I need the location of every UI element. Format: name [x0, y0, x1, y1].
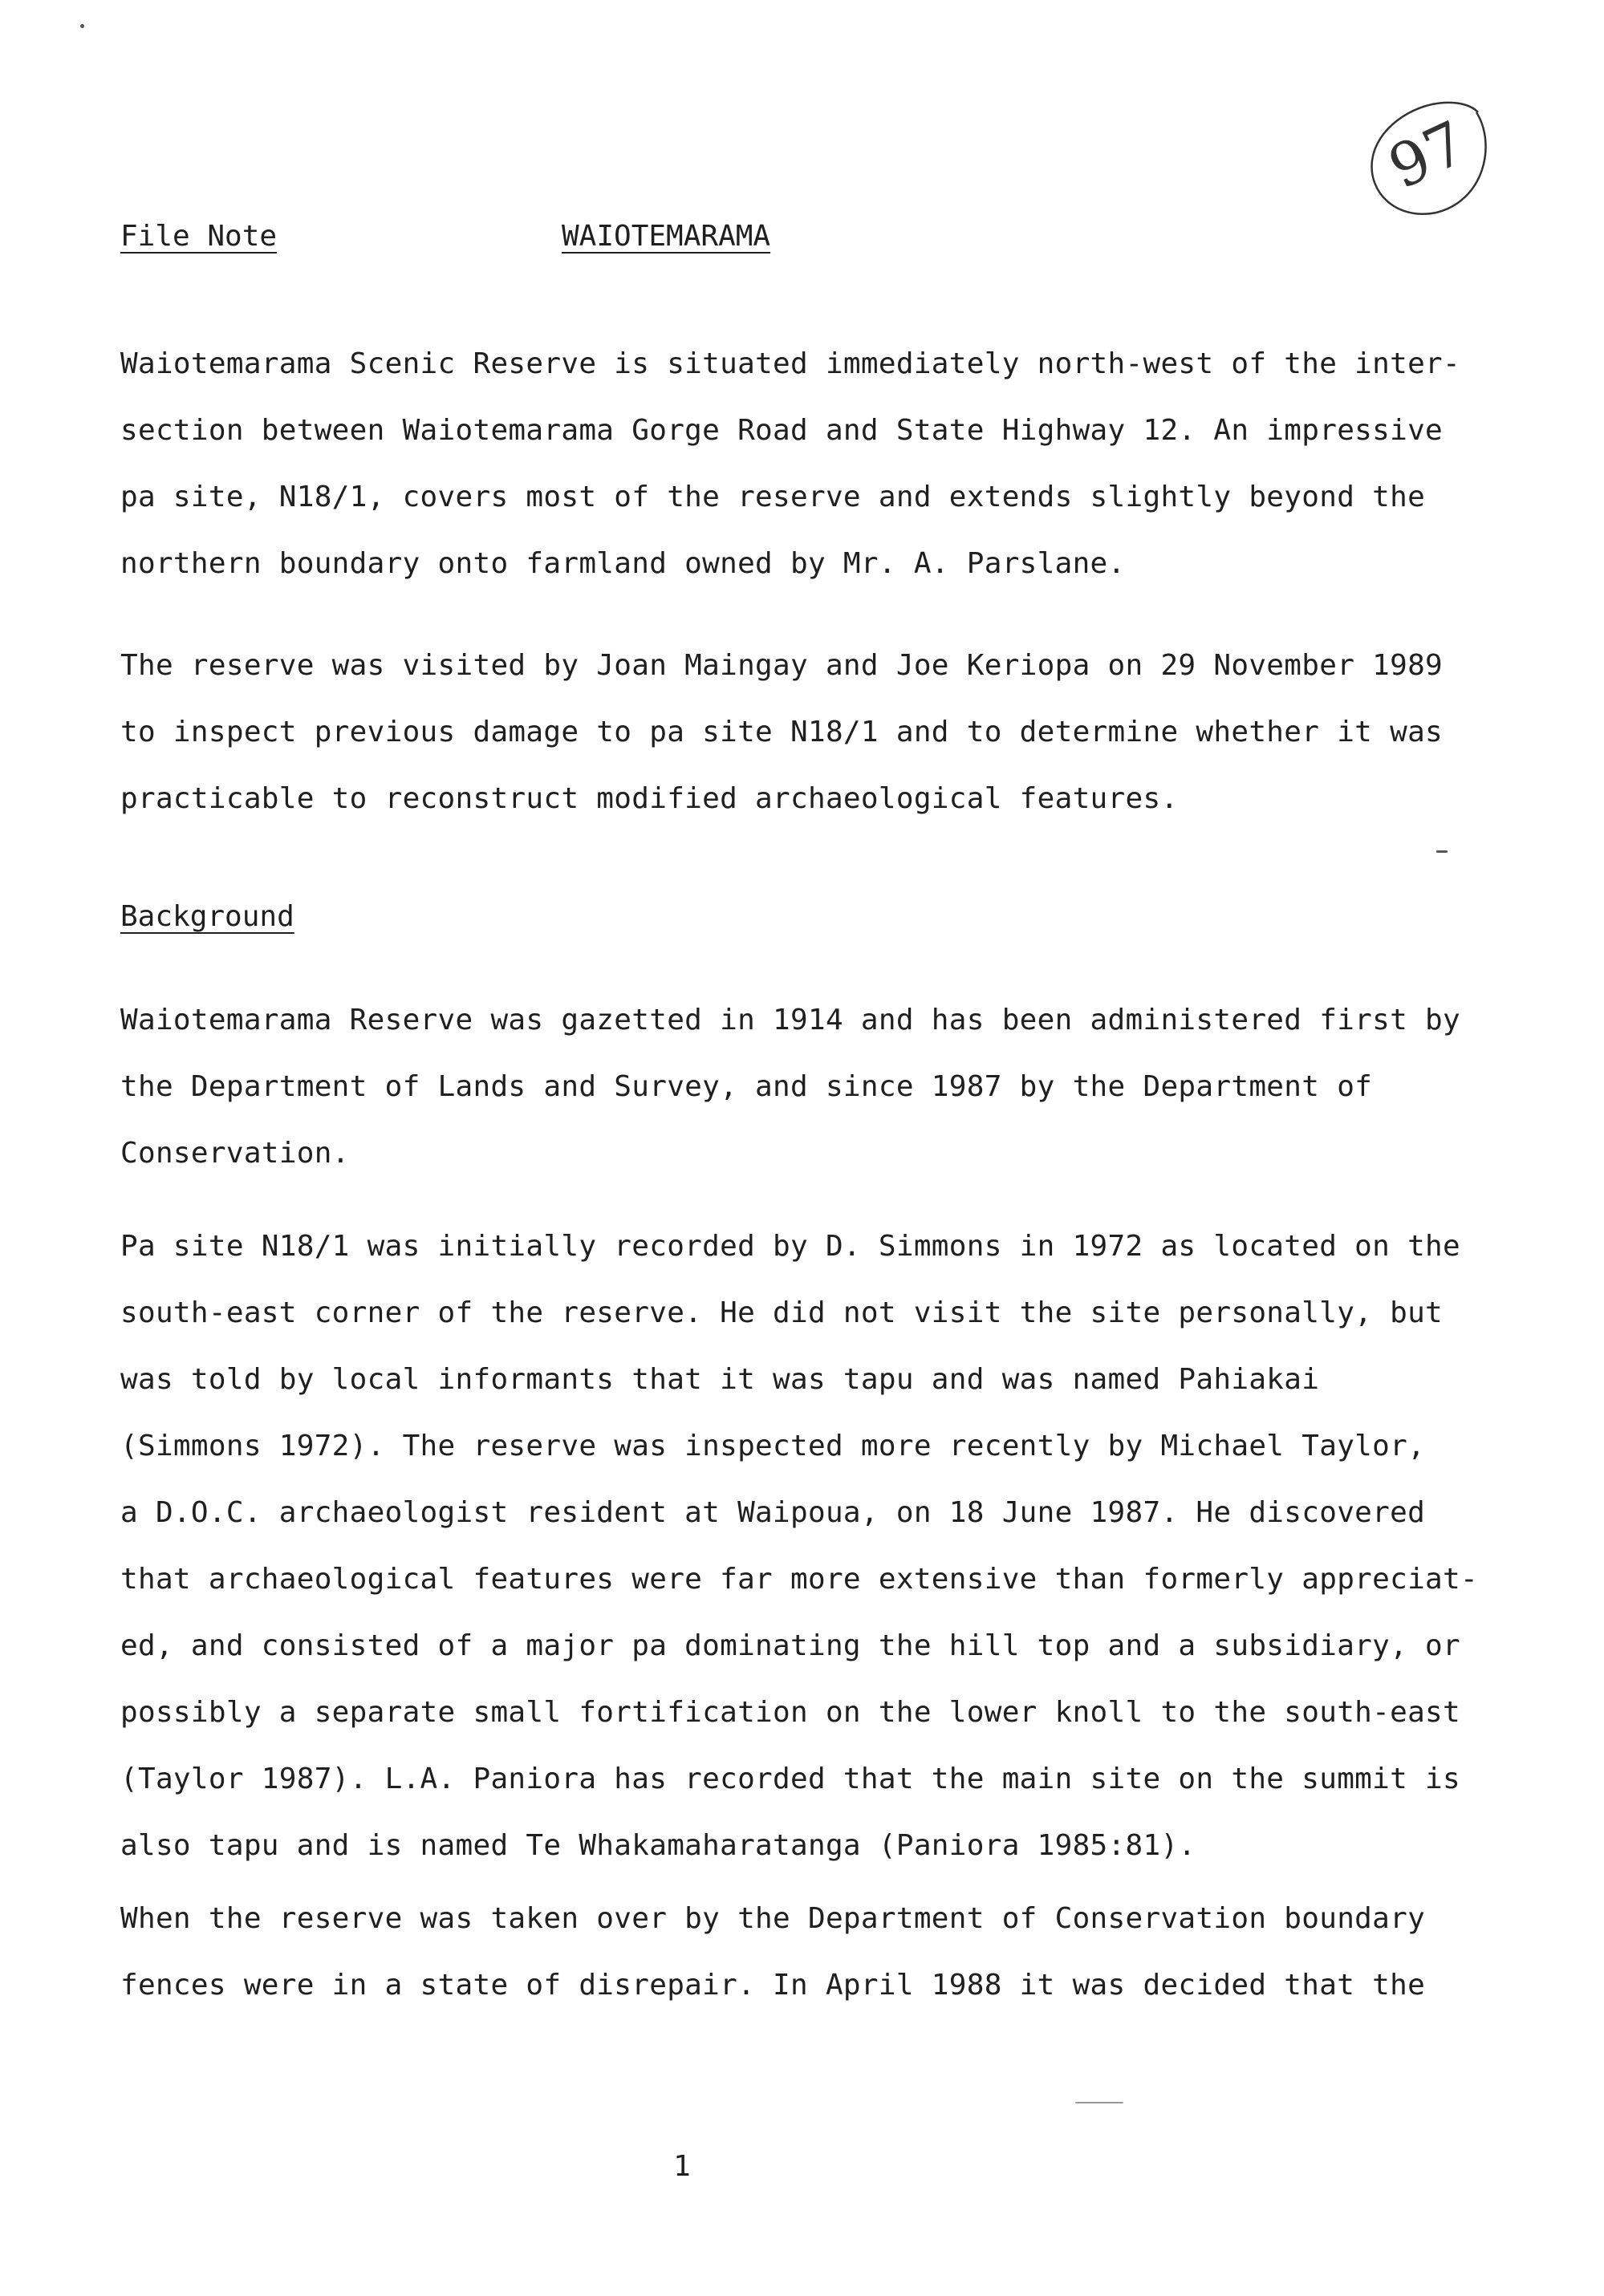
text-line: section between Waiotemarama Gorge Road and State Highway 12. An impressive	[120, 414, 1444, 447]
text-line: When the reserve was taken over by the Department of Conservation boundary	[120, 1902, 1426, 1935]
text-line: northern boundary onto farmland owned by Mr. A. Parslane.	[120, 547, 1126, 580]
text-line: the Department of Lands and Survey, and since 1987 by the Department of	[120, 1070, 1373, 1103]
text-line: also tapu and is named Te Whakamaharatanga (Paniora 1985:81).	[120, 1829, 1196, 1862]
text-line: Waiotemarama Scenic Reserve is situated immediately north-west of the inter-	[120, 347, 1461, 380]
file-note-label: File Note	[120, 220, 278, 253]
text-line: a D.O.C. archaeologist resident at Waipoua, on 18 June 1987. He discovered	[120, 1496, 1426, 1529]
text-line: The reserve was visited by Joan Maingay and Joe Keriopa on 29 November 1989	[120, 649, 1444, 682]
text-line: (Simmons 1972). The reserve was inspected more recently by Michael Taylor,	[120, 1430, 1426, 1462]
paragraph-gazetted	[120, 987, 1461, 1187]
scan-speck	[1436, 850, 1448, 853]
scan-speck	[1075, 2102, 1123, 2103]
text-line: south-east corner of the reserve. He did not visit the site personally, but	[120, 1296, 1444, 1329]
text-line: pa site, N18/1, covers most of the reserve and extends slightly beyond the	[120, 481, 1426, 513]
text-line: ed, and consisted of a major pa dominating the hill top and a subsidiary, or	[120, 1629, 1461, 1662]
folio-number: 97	[1379, 107, 1476, 203]
folio-stamp	[1356, 80, 1500, 225]
document-title: WAIOTEMARAMA	[562, 220, 771, 253]
text-line: fences were in a state of disrepair. In April 1988 it was decided that the	[120, 1969, 1426, 2002]
text-line: was told by local informants that it was tapu and was named Pahiakai	[120, 1363, 1320, 1396]
text-line: Pa site N18/1 was initially recorded by D. Simmons in 1972 as located on the	[120, 1230, 1461, 1263]
scan-speck	[80, 24, 84, 28]
text-line: (Taylor 1987). L.A. Paniora has recorded that the main site on the summit is	[120, 1763, 1461, 1795]
folio-circle-icon	[1356, 80, 1500, 225]
text-line: possibly a separate small fortification on the lower knoll to the south-east	[120, 1696, 1461, 1729]
paragraph-visit	[120, 632, 1444, 832]
text-line: Waiotemarama Reserve was gazetted in 1914 and has been administered first by	[120, 1004, 1461, 1036]
text-line: that archaeological features were far more extensive than formerly appreciat-	[120, 1563, 1478, 1596]
text-line: practicable to reconstruct modified archaeological features.	[120, 782, 1179, 815]
paragraph-site-history	[120, 1213, 1478, 1879]
paragraph-intro	[120, 331, 1461, 597]
section-heading: Background	[120, 900, 294, 933]
text-line: to inspect previous damage to pa site N18/1 and to determine whether it was	[120, 716, 1444, 748]
paragraph-fences	[120, 1885, 1426, 2018]
text-line: Conservation.	[120, 1137, 350, 1170]
page-number: 1	[673, 2150, 691, 2183]
